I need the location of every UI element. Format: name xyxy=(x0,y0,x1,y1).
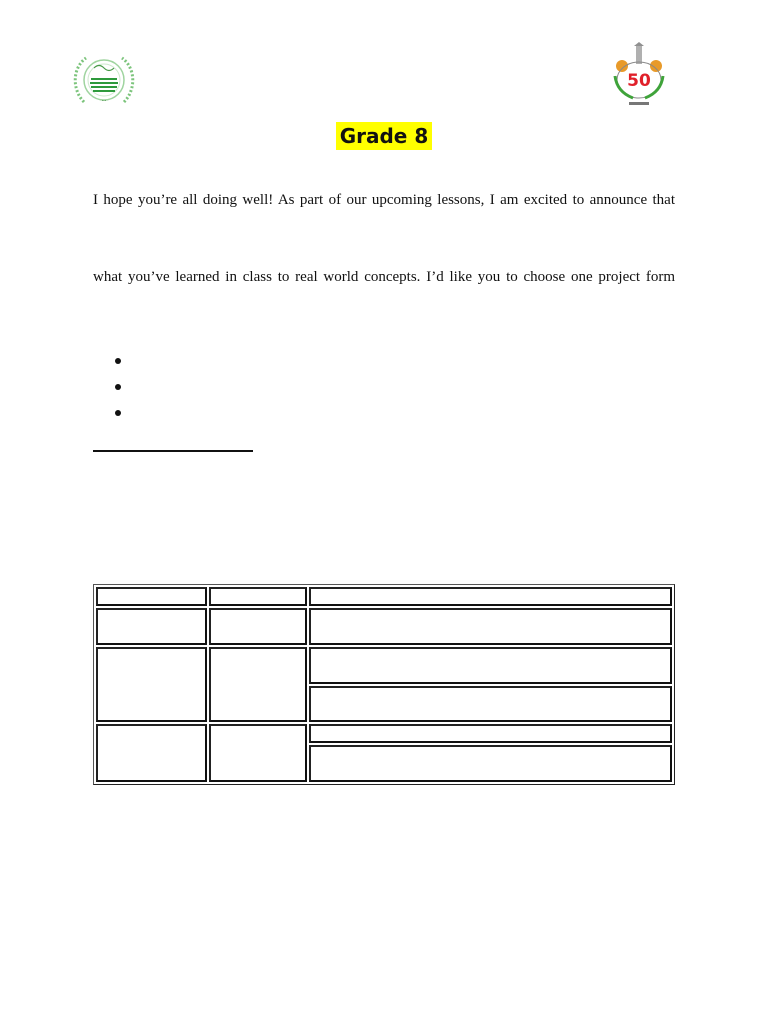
table-cell xyxy=(209,608,307,645)
svg-text:50: 50 xyxy=(627,71,651,91)
underline-divider xyxy=(93,450,253,452)
table-header-cell xyxy=(209,587,307,606)
svg-text:•••: ••• xyxy=(101,98,107,103)
project-options-list xyxy=(110,350,130,428)
intro-paragraph-line-1: I hope you’re all doing well! As part of our upcoming lessons, I am excited to announce that xyxy=(93,192,675,208)
project-table xyxy=(93,584,675,785)
table-row xyxy=(96,647,672,684)
table-cell xyxy=(96,724,207,782)
bullet-icon xyxy=(115,358,121,364)
school-logo-left xyxy=(70,50,138,110)
table-row xyxy=(96,724,672,743)
page-title: Grade 8 xyxy=(336,122,433,150)
bullet-icon xyxy=(115,410,121,416)
school-emblem-left-icon xyxy=(70,50,138,110)
table-header-cell xyxy=(96,587,207,606)
list-item xyxy=(110,402,130,428)
intro-paragraph-line-2: what you’ve learned in class to real world concepts. I’d like you to choose one project form xyxy=(93,269,675,285)
table-cell xyxy=(96,608,207,645)
title-container xyxy=(0,122,768,150)
table-cell xyxy=(209,647,307,722)
bullet-icon xyxy=(115,384,121,390)
list-item xyxy=(110,376,130,402)
school-logo-right xyxy=(607,42,671,110)
table-header-row xyxy=(96,587,672,606)
table-header-cell xyxy=(309,587,672,606)
table-row xyxy=(96,608,672,645)
table-cell xyxy=(309,647,672,684)
table-cell xyxy=(309,686,672,722)
table-cell xyxy=(309,724,672,743)
table-cell xyxy=(309,745,672,782)
list-item xyxy=(110,350,130,376)
anniversary-50-emblem-icon xyxy=(607,42,671,110)
table-cell xyxy=(96,647,207,722)
table-cell xyxy=(209,724,307,782)
table-cell xyxy=(309,608,672,645)
